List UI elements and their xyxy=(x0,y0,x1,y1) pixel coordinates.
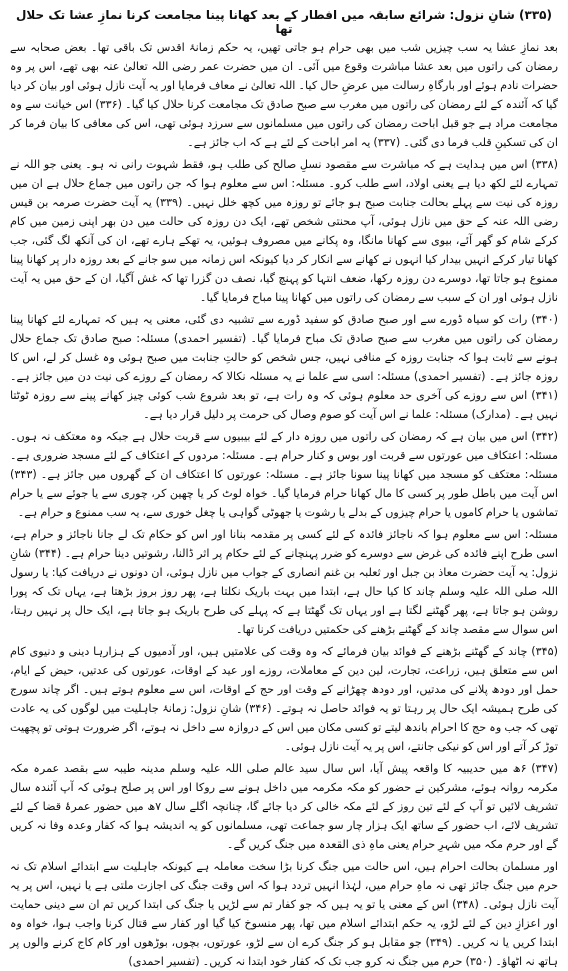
commentary-paragraph: (۳۴۰) رات کو سیاہ ڈورے سے اور صبح صادق کو سفید ڈورے سے تشبیہ دی گئی، معنی یہ ہیں کہ تمہارے لئے کھانا پینا رمضان کی راتوں میں مغرب سے صبح صادق تک مباح فرمایا گیا۔ (تفسیر احمدی) مسئلہ: صبح صادق تک جماع حلال ہونے سے ثابت ہوا کہ جنابت روزہ کے منافی نہیں، جس شخص کو حالتِ جنابت میں صبح ہوئی وہ غسل کر لے، اس کا روزہ جائز ہے۔ (تفسیر احمدی) مسئلہ: اسی سے علما نے یہ مسئلہ نکالا کہ رمضان کے روزے کی نیت دن میں جائز ہے۔ (۳۴۱) اس سے روزے کی آخری حد معلوم ہوئی کہ وہ رات ہے، تو بعد شروع شب کوئی چیز کھانے پینے سے روزہ ٹوٹتا نہیں ہے۔ (مدارک) مسئلہ: علما نے اس آیت کو صوم وصال کی حرمت پر دلیل قرار دیا ہے۔ xyxy=(10,313,558,421)
commentary-paragraph: مسئلہ: اس سے معلوم ہوا کہ ناجائز فائدہ کے لئے کسی پر مقدمہ بنانا اور اس کو حکام تک لے جانا ناجائز و حرام ہے، اسی طرح اپنے فائدہ کی غرض سے دوسرے کو ضرر پہنچانے کے لئے حکام پر اثر ڈالنا، رشوتیں دینا حرام ہے۔ (۳۴۴) شانِ نزول: یہ آیت حضرت معاذ بن جبل اور ثعلبہ بن غنم انصاری کے جواب میں نازل ہوئی، ان دونوں نے دریافت کیا: یا رسول اللہ صلی اللہ علیہ وسلم چاند کا کیا حال ہے، ابتدا میں بہت باریک نکلتا ہے، پھر روز بروز بڑھتا ہے، یہاں تک کہ پورا روشن ہو جاتا ہے، پھر گھٹنے لگتا ہے اور یہاں تک گھٹتا ہے کہ پہلے کی طرح باریک ہو جاتا ہے، ایک حال پر نہیں رہتا، اس سوال سے مقصد چاند کے گھٹنے بڑھنے کی حکمتیں دریافت کرنا تھا۔ xyxy=(10,528,558,636)
note-heading: (۳۳۵) شانِ نزول: شرائع سابقہ میں افطار کے بعد کھانا پینا مجامعت کرنا نمازِ عشا تک حلال تھا xyxy=(16,8,552,36)
commentary-paragraph: (۳۳۸) اس میں ہدایت ہے کہ مباشرت سے مقصود نسلِ صالح کی طلب ہو، فقط شہوت رانی نہ ہو۔ یعنی جو اللہ نے تمہارے لئے لکھ دیا ہے یعنی اولاد، اسے طلب کرو۔ مسئلہ: اس سے معلوم ہوا کہ جن راتوں میں جماع حلال ہے ان میں روزہ کی نیت سے پہلے بحالت جنابت صبح ہو جائے تو روزہ میں کچھ خلل نہیں۔ (۳۳۹) یہ آیت حضرت صرمہ بن قیس رضی اللہ عنہ کے حق میں نازل ہوئی، آپ محنتی شخص تھے، ایک دن روزہ کی حالت میں دن بھر اپنی زمین میں کام کرکے شام کو گھر آئے، بیوی سے کھانا مانگا، وہ پکانے میں مصروف ہوئیں، یہ تھکے ہارے تھے، ان کی آنکھ لگ گئی، جب کھانا تیار کرکے انہیں بیدار کیا انہوں نے کھانے سے انکار کر دیا کیونکہ اس زمانہ میں سو جانے کے بعد روزہ دار پر کھانا پینا ممنوع ہو جاتا تھا، دوسرے دن روزہ رکھا، ضعف انتہا کو پہنچ گیا، نصف دن گزرا تھا کہ غش آگیا، ان کے حق میں یہ آیت نازل ہوئی اور ان کے سبب سے رمضان کی راتوں میں کھانا پینا مباح فرمایا گیا۔ xyxy=(10,158,558,304)
commentary-paragraph: اور مسلمان بحالت احرام ہیں، اس حالت میں جنگ کرنا بڑا سخت معاملہ ہے کیونکہ جاہلیت سے ابتدائے اسلام تک نہ حرم میں جنگ جائز تھی نہ ماہِ حرام میں، لہٰذا انہیں تردد ہوا کہ اس وقت جنگ کی اجازت ملتی ہے یا نہیں، اس پر یہ آیت نازل ہوئی۔ (۳۴۸) اس کے معنی یا تو یہ ہیں کہ جو کفار تم سے لڑیں یا جنگ کی ابتدا کریں تم ان سے دینی حمایت اور اعزازِ دین کے لئے لڑو، یہ حکم ابتدائے اسلام میں تھا، پھر منسوخ کیا گیا اور کفار سے قتال کرنا واجب ہوا، خواہ وہ ابتدا کریں یا نہ کریں۔ (۳۴۹) جو مقابل ہو کر جنگ کرے ان سے لڑو، عورتوں، بچوں، بوڑھوں اور کام کاج کرنے والوں پر ہاتھ نہ اٹھاؤ۔ (۳۵۰) حرم میں جنگ نہ کرو جب تک کہ کفار خود ابتدا نہ کریں۔ (تفسیر احمدی) xyxy=(10,860,558,968)
commentary-paragraph: (۳۴۵) چاند کے گھٹنے بڑھنے کے فوائد بیان فرمائے کہ وہ وقت کی علامتیں ہیں، اور آدمیوں کے ہزارہا دینی و دنیوی کام اس سے متعلق ہیں، زراعت، تجارت، لین دین کے معاملات، روزے اور عید کے اوقات، عورتوں کی عدتیں، حیض کے ایام، حمل اور دودھ پلانے کی مدتیں، اور دودھ چھڑانے کے وقت اور حج کے اوقات، اس سے معلوم ہوتے ہیں۔ اگر چاند سورج کی طرح ہمیشہ ایک حال پر رہتا تو یہ فوائد حاصل نہ ہوتے۔ (۳۴۶) شانِ نزول: زمانۂ جاہلیت میں لوگوں کی یہ عادت تھی کہ جب وہ حج کا احرام باندھ لیتے تو کسی مکان میں اس کے دروازہ سے داخل نہ ہوتے، اگر ضرورت ہوتی تو پچھیت توڑ کر آتے اور اس کو نیکی جانتے، اس پر یہ آیت نازل ہوئی۔ xyxy=(10,645,558,753)
commentary-paragraph: (۳۴۲) اس میں بیان ہے کہ رمضان کی راتوں میں روزہ دار کے لئے بیبیوں سے قربت حلال ہے جبکہ وہ معتکف نہ ہوں۔ مسئلہ: اعتکاف میں عورتوں سے قربت اور بوس و کنار حرام ہے۔ مسئلہ: مردوں کے اعتکاف کے لئے مسجد ضروری ہے۔ مسئلہ: معتکف کو مسجد میں کھانا پینا سونا جائز ہے۔ مسئلہ: عورتوں کا اعتکاف ان کے گھروں میں جائز ہے۔ (۳۴۳) اس آیت میں باطل طور پر کسی کا مال کھانا حرام فرمایا گیا۔ خواہ لوٹ کر یا چھین کر، چوری سے یا جوئے سے یا حرام تماشوں یا حرام کاموں یا حرام چیزوں کے بدلے یا رشوت یا جھوٹی گواہی یا چغل خوری سے، یہ سب ممنوع و حرام ہے۔ xyxy=(10,430,558,519)
commentary-paragraph: (۳۴۷) ۶ھ میں حدیبیہ کا واقعہ پیش آیا، اس سال سید عالم صلی اللہ علیہ وسلم مدینہ طیبہ سے بقصد عمرہ مکہ مکرمہ روانہ ہوئے، مشرکین نے حضور کو مکہ مکرمہ میں داخل ہونے سے روکا اور اس پر صلح ہوئی کہ آپ آئندہ سال تشریف لائیں تو آپ کے لئے تین روز کے لئے مکہ خالی کر دیا جائے گا، چنانچہ اگلے سال ۷ھ میں حضور عمرۂ قضا کے لئے تشریف لائے، اب حضور کے ساتھ ایک ہزار چار سو جماعت تھی، مسلمانوں کو یہ اندیشہ ہوا کہ کفار وعدہ وفا نہ کریں گے اور حرم مکہ میں شہرِ حرام یعنی ماہِ ذی القعدہ میں جنگ کریں گے۔ xyxy=(10,762,558,851)
commentary-block-1 xyxy=(10,8,558,152)
commentary-paragraph: بعد نمازِ عشا یہ سب چیزیں شب میں بھی حرام ہو جاتی تھیں، یہ حکم زمانۂ اقدس تک باقی تھا۔ بعض صحابہ سے رمضان کی راتوں میں بعد عشا مباشرت وقوع میں آئی۔ ان میں حضرت عمر رضی اللہ تعالیٰ عنہ بھی تھے، اس پر وہ حضرات نادم ہوئے اور بارگاہِ رسالت میں عرضِ حال کیا۔ اللہ تعالیٰ نے معاف فرمایا اور یہ آیت نازل ہوئی اور بیان کر دیا گیا کہ آئندہ کے لئے رمضان کی راتوں میں مغرب سے صبح صادق تک مجامعت کرنا حلال کیا گیا۔ (۳۳۶) اس خیانت سے وہ مجامعت مراد ہے جو قبل اباحت رمضان کی راتوں میں مسلمانوں سے سرزد ہوئی تھی، اس کی معافی کا بیان فرما کر ان کی تسکینِ قلب فرما دی گئی۔ (۳۳۷) یہ امر اباحت کے لئے ہے کہ اب جائز ہے۔ xyxy=(10,41,558,149)
